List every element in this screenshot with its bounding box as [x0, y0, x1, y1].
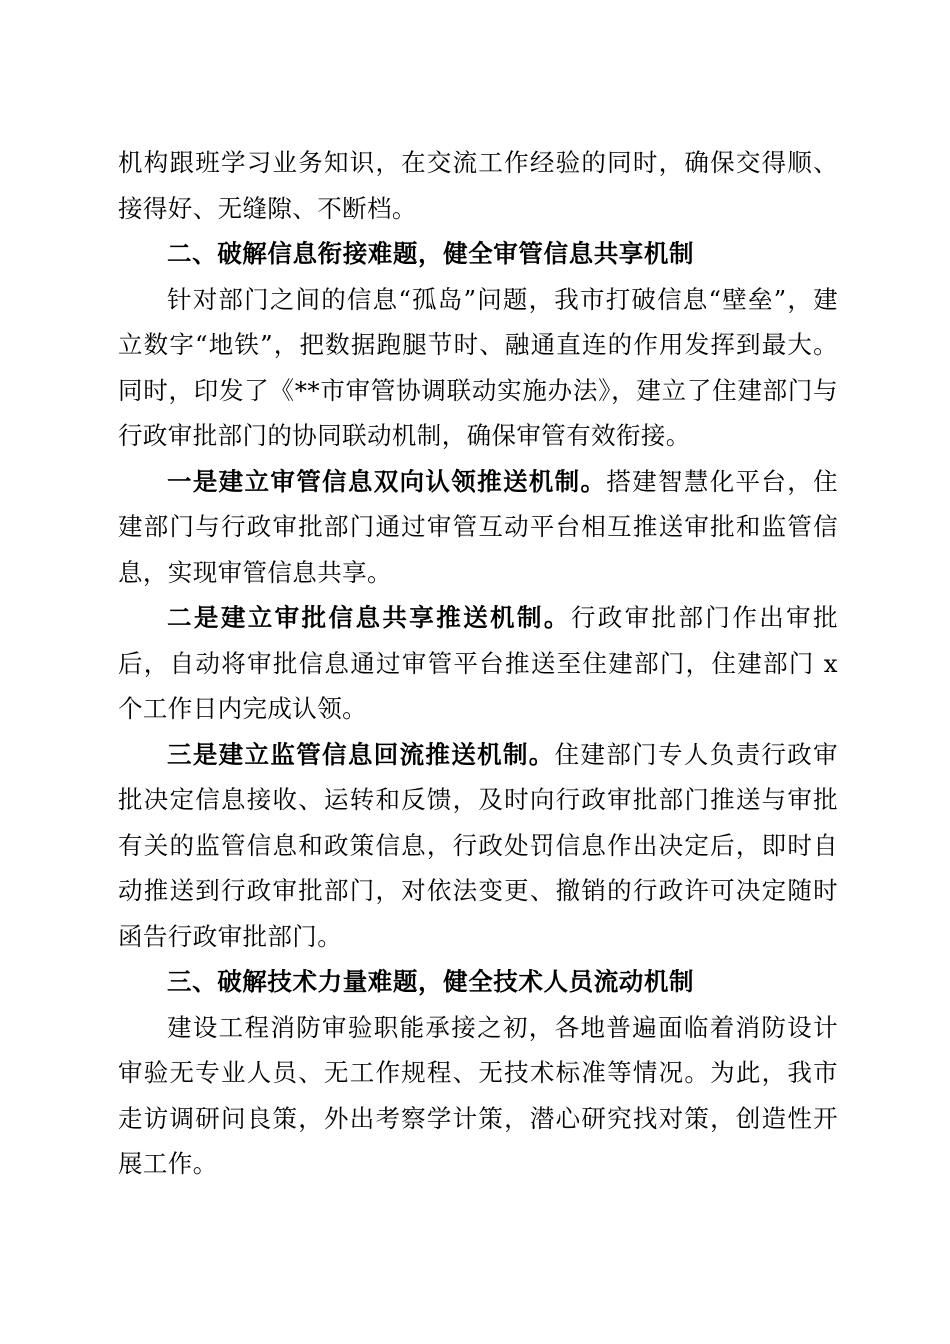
paragraph-continuation: 机构跟班学习业务知识，在交流工作经验的同时，确保交得顺、接得好、无缝隙、不断档。	[118, 148, 838, 223]
mechanism-1-body: 搭建智慧化平台，住建部门与行政审批部门通过审管互动平台相互推送审批和监管信息，实现审管信息共享。	[118, 466, 838, 587]
paragraph-mechanism-3	[118, 732, 838, 960]
mechanism-2-lead: 二是建立审批信息共享推送机制。	[167, 603, 571, 632]
document-body	[118, 140, 838, 1187]
paragraph-mechanism-1	[118, 459, 838, 596]
paragraph-fire-inspection: 建设工程消防审验职能承接之初，各地普遍面临着消防设计审验无专业人员、无工作规程、无技术标准等情况。为此，我市走访调研问良策，外出考察学计策，潜心研究找对策，创造性开展工作。	[118, 1012, 838, 1178]
paragraph-info-island: 针对部门之间的信息“孤岛”问题，我市打破信息“壁垒”，建立数字“地铁”，把数据跑腿节时、融通直连的作用发挥到最大。同时，印发了《**市审管协调联动实施办法》，建立了住建部门与行政审批部门的协同联动机制，确保审管有效衔接。	[118, 284, 838, 450]
mechanism-1-lead: 一是建立审管信息双向认领推送机制。	[167, 466, 607, 496]
mechanism-3-body: 住建部门专人负责行政审批决定信息接收、运转和反馈，及时向行政审批部门推送与审批有关的监管信息和政策信息，行政处罚信息作出决定后，即时自动推送到行政审批部门，对依法变更、撤销的行政许可决定随时函告行政审批部门。	[118, 739, 838, 951]
paragraph-mechanism-2	[118, 595, 838, 732]
section-heading-2: 二、破解信息衔接难题，健全审管信息共享机制	[167, 239, 695, 268]
section-heading-3: 三、破解技术力量难题，健全技术人员流动机制	[167, 967, 695, 996]
mechanism-3-lead: 三是建立监管信息回流推送机制。	[167, 739, 555, 769]
mechanism-2-body: 行政审批部门作出审批后，自动将审批信息通过审管平台推送至住建部门，住建部门 x 个工作日内完成认领。	[118, 603, 838, 723]
